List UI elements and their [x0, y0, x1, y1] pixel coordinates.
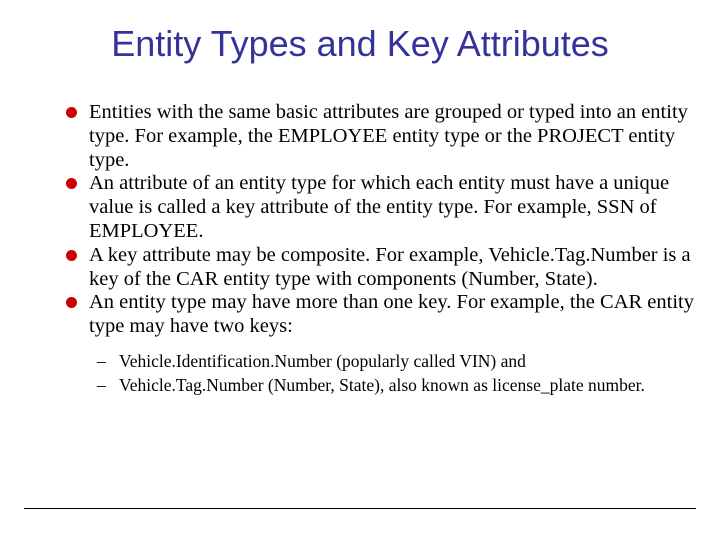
- bullet-dot-icon: [66, 250, 77, 261]
- dash-icon: –: [97, 374, 106, 395]
- bullet-text: An entity type may have more than one key. For example, the CAR entity type may have two keys:: [89, 291, 694, 338]
- bullet-dot-icon: [66, 107, 77, 118]
- bullet-text: Entities with the same basic attributes are grouped or typed into an entity type. For example, the EMPLOYEE entity type or the PROJECT entity type.: [89, 101, 688, 171]
- bullet-dot-icon: [66, 297, 77, 308]
- bullet-text: An attribute of an entity type for which each entity must have a unique value is called a key attribute of the entity type. For example, SSN of EMPLOYEE.: [89, 172, 670, 242]
- sub-bullet-text: Vehicle.Tag.Number (Number, State), also known as license_plate number.: [119, 374, 645, 395]
- sub-bullet-item: [89, 349, 696, 373]
- dash-icon: –: [97, 350, 106, 371]
- sub-bullet-list: [89, 349, 696, 397]
- bullet-list: [66, 101, 696, 397]
- sub-bullet-text: Vehicle.Identification.Number (popularly called VIN) and: [119, 350, 526, 371]
- bullet-item: [66, 291, 696, 397]
- bottom-divider: [24, 508, 696, 509]
- sub-bullet-item: [89, 373, 696, 397]
- bullet-item: [66, 172, 696, 243]
- bullet-item: [66, 244, 696, 292]
- bullet-item: [66, 101, 696, 172]
- bullet-dot-icon: [66, 178, 77, 189]
- bullet-text: A key attribute may be composite. For example, Vehicle.Tag.Number is a key of the CAR entity type with components (Number, State).: [89, 243, 691, 290]
- slide-title: Entity Types and Key Attributes: [111, 23, 609, 64]
